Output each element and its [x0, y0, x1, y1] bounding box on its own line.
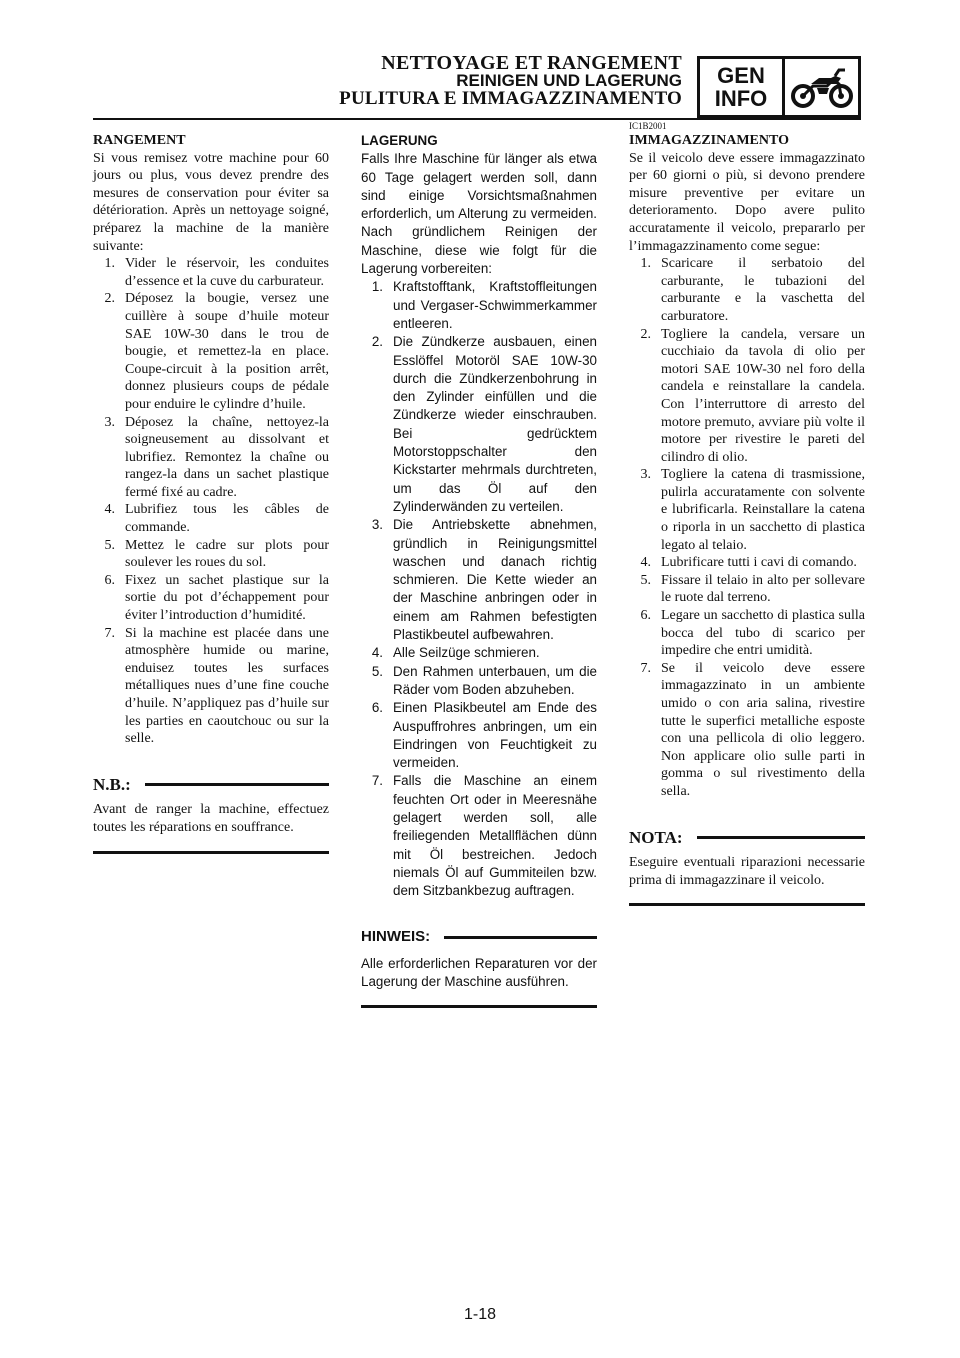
- steps-list-it: [629, 255, 865, 800]
- step-number: 6.: [371, 700, 383, 716]
- step-text: Falls die Maschine an einem feuchten Ort oder in Meeresnähe gelagert werden soll, alle freiliegenden Metallflächen dünn mit Öl bestreichen. Jedoch niemals Öl auf Gummiteilen bzw. dem Sitzbankbezug auftragen.: [393, 773, 597, 899]
- note-end-rule: [361, 1005, 597, 1008]
- step-text: Togliere la candela, versare un cucchiaio da tavola di olio per motori SAE 10W-30 nel foro della candela e reinstallare la candela. Con l’interruttore di arresto del motore premuto, avviare più volte il motore per rivestire le pareti del cilindro di olio.: [661, 326, 865, 465]
- list-item: [93, 572, 329, 625]
- list-item: [361, 644, 597, 662]
- step-text: Vider le réservoir, les conduites d’essence et la cuve du carburateur.: [125, 256, 329, 289]
- note-end-rule: [629, 903, 865, 906]
- note-label-it: NOTA:: [629, 827, 683, 847]
- note-header-de: [361, 928, 597, 946]
- step-number: 1.: [640, 256, 651, 272]
- section-title-it: IMMAGAZZINAMENTO: [629, 133, 789, 148]
- step-text: Fissare il telaio in alto per sollevare le ruote dal terreno.: [661, 572, 865, 606]
- step-number: 5.: [104, 537, 115, 553]
- step-number: 1.: [104, 256, 115, 272]
- steps-list-de: [361, 278, 597, 900]
- list-item: [93, 625, 329, 748]
- list-item: [93, 255, 329, 290]
- step-text: Déposez la bougie, versez une cuillère à soupe d’huile moteur SAE 10W-30 dans le trou de bougie, et remettez-la en place. Coupe-circuit à la position arrêt, donnez plusieurs coups de pédale pour enduire le cylindre d’huile.: [125, 291, 329, 412]
- motorcycle-icon: [785, 59, 858, 115]
- list-item: [93, 537, 329, 572]
- intro-paragraph-it: Se il veicolo deve essere immagazzinato per 60 giorni o più, si devono prendere misure preventive per evitare un deterioramento. Dopo avere pulito accuratamente il veicolo, prepararlo per l’immagazzinamento come segue:: [629, 150, 865, 254]
- intro-paragraph-de: Falls Ihre Maschine für länger als etwa 60 Tage gelagert werden soll, dann sind einige Vorsichtsmaßnahmen erforderlich, um Alterung zu vermeiden. Nach gründlichem Reinigen der Maschine, diese wie folgt für die Lagerung vorbereiten:: [361, 151, 597, 277]
- step-text: Kraftstofftank, Kraftstoffleitungen und Vergaser-Schwimmerkammer entleeren.: [393, 279, 597, 331]
- column-italian: [629, 132, 865, 906]
- header-title-it: PULITURA E IMMAGAZZINAMENTO: [339, 88, 682, 109]
- step-text: Alle Seilzüge schmieren.: [393, 645, 540, 661]
- page-number: 1-18: [463, 1306, 497, 1323]
- step-number: 6.: [104, 572, 115, 588]
- step-number: 2.: [104, 291, 115, 307]
- step-number: 7.: [640, 660, 651, 676]
- step-number: 5.: [371, 663, 383, 679]
- step-number: 3.: [640, 467, 651, 483]
- gen-info-badge: [697, 56, 861, 118]
- header-rule: [93, 118, 861, 120]
- section-header: [339, 54, 682, 108]
- step-text: Se il veicolo deve essere immagazzinato in un ambiente umido o con aria salina, rivestire tutte le superfici metalliche esposte con una pellicola di olio leggero. Non applicare olio sulle parti in gomma o sul rivestimento della sella.: [661, 660, 865, 799]
- step-number: 3.: [104, 414, 115, 430]
- gen-info-label: [700, 59, 785, 115]
- list-item: [629, 572, 865, 607]
- header-title-fr: NETTOYAGE ET RANGEMENT: [381, 52, 682, 74]
- step-number: 5.: [640, 572, 651, 588]
- list-item: [361, 333, 597, 516]
- list-item: [361, 663, 597, 700]
- list-item: [361, 772, 597, 900]
- reference-code: IC1B2001: [629, 121, 667, 131]
- list-item: [629, 660, 865, 801]
- step-text: Die Zündkerze ausbauen, einen Esslöffel Motoröl SAE 10W-30 durch die Zündkerzenbohrung in den Zylinder einfüllen und die Zündkerze wieder einschrauben. Bei gedrücktem Motorstoppschalter den Kickstarter mehrmals durchtreten, um das Öl auf den Zylinderwänden zu verteilen.: [393, 334, 597, 514]
- note-label-de: HINWEIS:: [361, 928, 431, 946]
- note-header-fr: [93, 776, 329, 794]
- section-title-fr: RANGEMENT: [93, 133, 186, 148]
- note-rule: [145, 783, 329, 786]
- header-title-de: REINIGEN UND LAGERUNG: [456, 71, 682, 90]
- list-item: [93, 501, 329, 536]
- intro-paragraph-fr: Si vous remisez votre machine pour 60 jours ou plus, vous devez prendre des mesures de conservation pour éviter sa détérioration. Après un nettoyage soigné, préparez la machine de la manière suivante:: [93, 150, 329, 254]
- column-french: [93, 132, 329, 854]
- step-number: 6.: [640, 608, 651, 624]
- step-text: Einen Plasikbeutel am Ende des Auspuffrohres anbringen, um ein Eindringen von Feuchtigkeit zu vermeiden.: [393, 700, 597, 771]
- list-item: [629, 554, 865, 572]
- step-number: 4.: [371, 645, 383, 661]
- step-text: Lubrifiez tous les câbles de commande.: [125, 502, 329, 536]
- step-text: Lubrificare tutti i cavi di comando.: [661, 555, 857, 571]
- step-text: Fixez un sachet plastique sur la sortie du pot d’échappement pour éviter l’introduction d’humidité.: [125, 572, 329, 624]
- info-label: INFO: [714, 86, 768, 111]
- step-number: 1.: [371, 279, 383, 295]
- note-header-it: [629, 829, 865, 847]
- note-text-fr: Avant de ranger la machine, effectuez toutes les réparations en souffrance.: [93, 802, 329, 835]
- list-item: [629, 255, 865, 325]
- step-text: Die Antriebskette abnehmen, gründlich in Reinigungsmittel waschen und danach richtig schmieren. Die Kette wieder an der Maschine anbringen oder in einem am Rahmen befestigten Plastikbeutel aufbewahren.: [393, 517, 597, 643]
- step-number: 2.: [371, 334, 383, 350]
- gen-label: GEN: [717, 63, 765, 88]
- step-text: Legare un sacchetto di plastica sulla bocca del tubo di scarico per impedire che entri umidità.: [661, 608, 865, 659]
- note-text-de: Alle erforderlichen Reparaturen vor der Lagerung der Maschine ausführen.: [361, 955, 597, 990]
- list-item: [93, 290, 329, 413]
- step-number: 4.: [104, 502, 115, 518]
- note-label-fr: N.B.:: [93, 774, 131, 794]
- step-text: Déposez la chaîne, nettoyez-la soigneusement au dissolvant et lubrifiez. Remontez la chaîne ou rangez-la dans un sachet plastique fermé fixé au cadre.: [125, 414, 329, 500]
- list-item: [361, 699, 597, 772]
- steps-list-fr: [93, 255, 329, 748]
- list-item: [629, 326, 865, 467]
- step-text: Scaricare il serbatoio del carburante, le tubazioni del carburante e la vaschetta del carburatore.: [661, 256, 865, 324]
- step-text: Togliere la catena di trasmissione, pulirla accuratamente con solvente e lubrificarla. Reinstallare la catena o riporla in un sacchetto di plastica legato al telaio.: [661, 467, 865, 553]
- step-number: 7.: [371, 773, 383, 789]
- list-item: [361, 278, 597, 333]
- list-item: [629, 607, 865, 660]
- step-number: 3.: [371, 517, 383, 533]
- step-text: Den Rahmen unterbauen, um die Räder vom Boden abzuheben.: [393, 663, 597, 697]
- note-end-rule: [93, 851, 329, 854]
- step-text: Si la machine est placée dans une atmosphère humide ou marine, enduisez toutes les surfaces métalliques nues d’une fine couche d’huile. N’appliquez pas d’huile sur les parties en caoutchouc ou sur la selle.: [125, 625, 329, 747]
- list-item: [629, 466, 865, 554]
- column-german: [361, 132, 597, 1008]
- step-number: 4.: [640, 555, 651, 571]
- note-text-it: Eseguire eventuali riparazioni necessarie prima di immagazzinare il veicolo.: [629, 855, 865, 888]
- step-number: 7.: [104, 625, 115, 641]
- step-number: 2.: [640, 326, 651, 342]
- list-item: [361, 516, 597, 644]
- section-title-de: LAGERUNG: [361, 133, 438, 148]
- list-item: [93, 414, 329, 502]
- step-text: Mettez le cadre sur plots pour soulever les roues du sol.: [125, 537, 329, 571]
- note-rule: [444, 936, 597, 939]
- note-rule: [697, 836, 865, 839]
